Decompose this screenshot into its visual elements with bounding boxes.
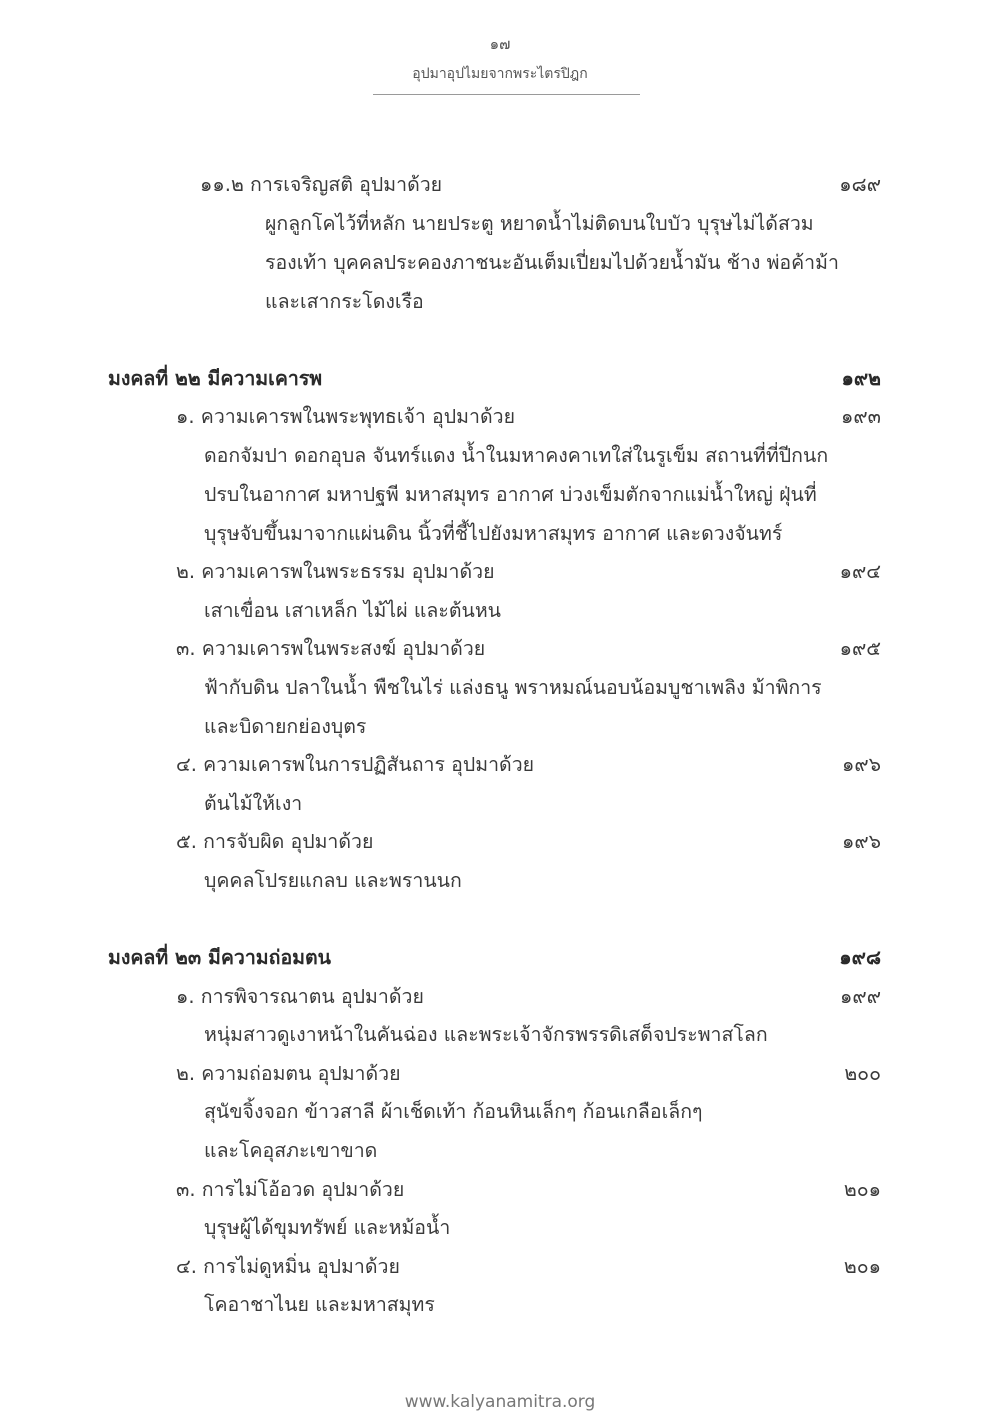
toc-section-heading: มงคลที่ ๒๒ มีความเคารพ: [108, 367, 323, 390]
toc-entry-title: ๓. การไม่โอ้อวด อุปมาด้วย: [176, 1178, 405, 1201]
toc-entry-description: และโคอุสภะเขาขาด: [204, 1139, 378, 1162]
toc-entry-page: ๑๙๕: [839, 637, 881, 660]
toc-entry-title: ๓. ความเคารพในพระสงฆ์ อุปมาด้วย: [176, 637, 486, 660]
toc-entry-title: ๒. ความเคารพในพระธรรม อุปมาด้วย: [176, 560, 495, 583]
toc-entry-description: และบิดายกย่องบุตร: [204, 715, 367, 738]
toc-entry-description: บุรุษจับขึ้นมาจากแผ่นดิน นิ้วที่ชี้ไปยังมหาสมุทร อากาศ และดวงจันทร์: [204, 522, 783, 545]
toc-entry-title: ๔. การไม่ดูหมิ่น อุปมาด้วย: [176, 1255, 400, 1278]
toc-entry-page: ๒๐๐: [844, 1062, 881, 1085]
toc-entry-page: ๑๘๙: [839, 173, 881, 196]
toc-entry-description: โคอาชาไนย และมหาสมุทร: [204, 1293, 435, 1316]
toc-entry-title: ๒. ความถ่อมตน อุปมาด้วย: [176, 1062, 401, 1085]
toc-section-page: ๑๙๒: [841, 367, 881, 390]
toc-entry-page: ๑๙๓: [841, 405, 881, 428]
toc-entry-description: ต้นไม้ให้เงา: [204, 792, 303, 815]
toc-entry-title: ๑๑.๒ การเจริญสติ อุปมาด้วย: [200, 173, 443, 196]
running-title: อุปมาอุปไมยจากพระไตรปิฎก: [412, 66, 588, 82]
toc-entry-page: ๑๙๖: [841, 753, 881, 776]
toc-entry-page: ๒๐๑: [843, 1255, 881, 1278]
footer-url[interactable]: www.kalyanamitra.org: [404, 1392, 596, 1412]
toc-entry-description: หนุ่มสาวดูเงาหน้าในคันฉ่อง และพระเจ้าจักรพรรดิเสด็จประพาสโลก: [204, 1023, 768, 1046]
toc-entry-description: บุรุษผู้ได้ขุมทรัพย์ และหม้อน้ำ: [204, 1216, 451, 1239]
toc-entry-description: ปรบในอากาศ มหาปฐพี มหาสมุทร อากาศ บ่วงเข็มตักจากแม่น้ำใหญ่ ฝุ่นที่: [204, 483, 817, 506]
toc-entry-page: ๑๙๖: [841, 830, 881, 853]
toc-entry-page: ๑๙๙: [840, 985, 881, 1008]
toc-entry-description: บุคคลโปรยแกลบ และพรานนก: [204, 869, 462, 892]
toc-entry-description: รองเท้า บุคคลประคองภาชนะอันเต็มเปี่ยมไปด้วยน้ำมัน ช้าง พ่อค้าม้า: [265, 251, 839, 274]
toc-entry-title: ๑. ความเคารพในพระพุทธเจ้า อุปมาด้วย: [176, 405, 515, 428]
toc-entry-title: ๑. การพิจารณาตน อุปมาด้วย: [176, 985, 424, 1008]
toc-entry-description: ผูกลูกโคไว้ที่หลัก นายประตู หยาดน้ำไม่ติดบนใบบัว บุรุษไม่ได้สวม: [265, 212, 814, 235]
toc-section-page: ๑๙๘: [839, 946, 881, 969]
toc-entry-title: ๔. ความเคารพในการปฏิสันถาร อุปมาด้วย: [176, 753, 535, 776]
page-number: ๑๗: [489, 35, 511, 53]
toc-entry-description: และเสากระโดงเรือ: [265, 290, 424, 313]
toc-entry-page: ๒๐๑: [843, 1178, 881, 1201]
toc-entry-description: เสาเขื่อน เสาเหล็ก ไม้ไผ่ และต้นหน: [204, 599, 502, 622]
header-divider: [373, 94, 640, 95]
toc-entry-description: สุนัขจิ้งจอก ข้าวสาลี ผ้าเช็ดเท้า ก้อนหินเล็กๆ ก้อนเกลือเล็กๆ: [204, 1100, 703, 1123]
toc-section-heading: มงคลที่ ๒๓ มีความถ่อมตน: [108, 946, 332, 969]
toc-entry-description: ดอกจัมปา ดอกอุบล จันทร์แดง น้ำในมหาคงคาเทใส่ในรูเข็ม สถานที่ที่ปีกนก: [204, 444, 829, 467]
toc-entry-description: ฟ้ากับดิน ปลาในน้ำ พืชในไร่ แล่งธนู พราหมณ์นอบน้อมบูชาเพลิง ม้าพิการ: [204, 676, 822, 699]
toc-entry-page: ๑๙๔: [839, 560, 881, 583]
toc-entry-title: ๕. การจับผิด อุปมาด้วย: [176, 830, 374, 853]
